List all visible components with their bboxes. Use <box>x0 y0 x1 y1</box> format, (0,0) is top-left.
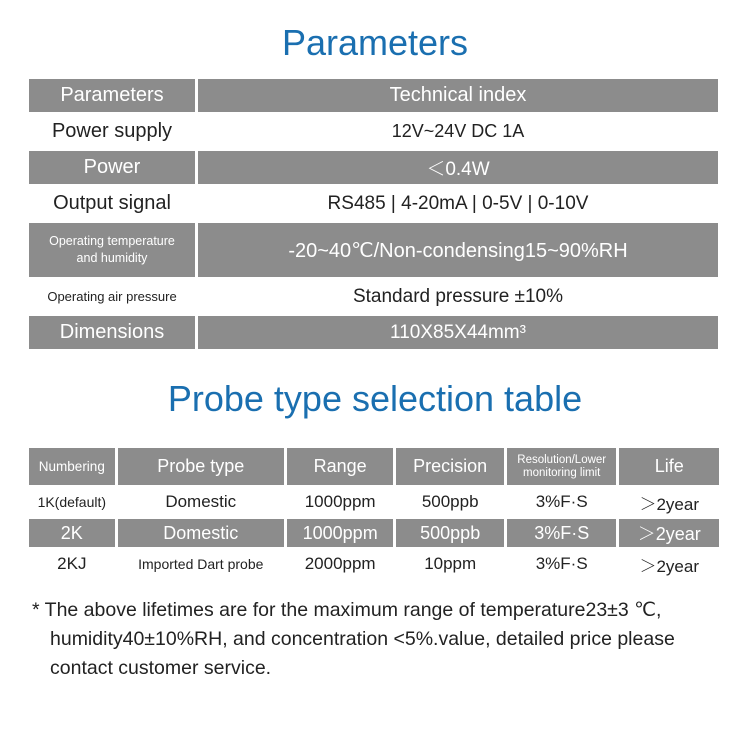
footnote-line: * The above lifetimes are for the maximum range of temperature23±3 ℃, <box>32 599 662 621</box>
cell-probe-type: Domestic <box>118 488 284 516</box>
table-row <box>29 488 719 516</box>
cell-resolution: 3%F·S <box>507 550 617 578</box>
param-label: Operating air pressure <box>29 280 195 313</box>
table-row <box>29 115 718 148</box>
header-precision: Precision <box>396 448 504 485</box>
param-value: 110X85X44mm³ <box>198 316 718 349</box>
cell-precision: 500ppb <box>396 519 504 547</box>
param-label: Dimensions <box>29 316 195 349</box>
cell-life: ＞2year <box>619 550 719 578</box>
param-label: Power supply <box>29 115 195 148</box>
footnote-line: humidity40±10%RH, and concentration <5%.value, detailed price please <box>50 628 675 650</box>
param-value: ＜0.4W <box>198 151 718 184</box>
footnote-line: contact customer service. <box>50 657 272 679</box>
cell-precision: 500ppb <box>396 488 504 516</box>
cell-resolution: 3%F·S <box>507 519 617 547</box>
param-value: RS485 | 4-20mA | 0-5V | 0-10V <box>198 187 718 220</box>
cell-probe-type: Imported Dart probe <box>118 550 284 578</box>
probe-title: Probe type selection table <box>167 378 583 419</box>
param-label-line: Operating temperature <box>49 234 175 248</box>
header-range: Range <box>287 448 394 485</box>
param-label: Power <box>29 151 195 184</box>
param-value: 12V~24V DC 1A <box>198 115 718 148</box>
param-value: Standard pressure ±10% <box>198 280 718 313</box>
table-row <box>29 280 718 313</box>
cell-numbering: 2KJ <box>29 550 115 578</box>
table-row <box>29 519 719 547</box>
cell-numbering: 2K <box>29 519 115 547</box>
param-label <box>29 223 195 277</box>
cell-resolution: 3%F·S <box>507 488 617 516</box>
parameters-header-row <box>29 79 718 112</box>
param-value: -20~40℃/Non-condensing15~90%RH <box>198 223 718 277</box>
header-resolution-line: monitoring limit <box>523 466 601 479</box>
header-parameters: Parameters <box>29 79 195 112</box>
table-row <box>29 550 719 578</box>
cell-life: ＞2year <box>619 488 719 516</box>
cell-numbering: 1K(default) <box>29 488 115 516</box>
cell-precision: 10ppm <box>396 550 504 578</box>
footnote <box>32 596 722 683</box>
header-resolution-line: Resolution/Lower <box>517 453 607 466</box>
cell-life: ＞2year <box>619 519 719 547</box>
cell-probe-type: Domestic <box>118 519 284 547</box>
cell-range: 2000ppm <box>287 550 394 578</box>
cell-range: 1000ppm <box>287 519 394 547</box>
table-row <box>29 223 718 277</box>
probe-table <box>29 448 719 581</box>
param-label: Output signal <box>29 187 195 220</box>
header-resolution <box>507 448 617 485</box>
header-probe-type: Probe type <box>118 448 284 485</box>
table-row <box>29 316 718 349</box>
cell-range: 1000ppm <box>287 488 394 516</box>
table-row <box>29 187 718 220</box>
table-row <box>29 151 718 184</box>
parameters-table <box>29 79 718 352</box>
probe-header-row <box>29 448 719 485</box>
header-numbering: Numbering <box>29 448 115 485</box>
param-label-line: and humidity <box>76 251 148 265</box>
header-life: Life <box>619 448 719 485</box>
parameters-title: Parameters <box>281 22 469 63</box>
header-technical-index: Technical index <box>198 79 718 112</box>
